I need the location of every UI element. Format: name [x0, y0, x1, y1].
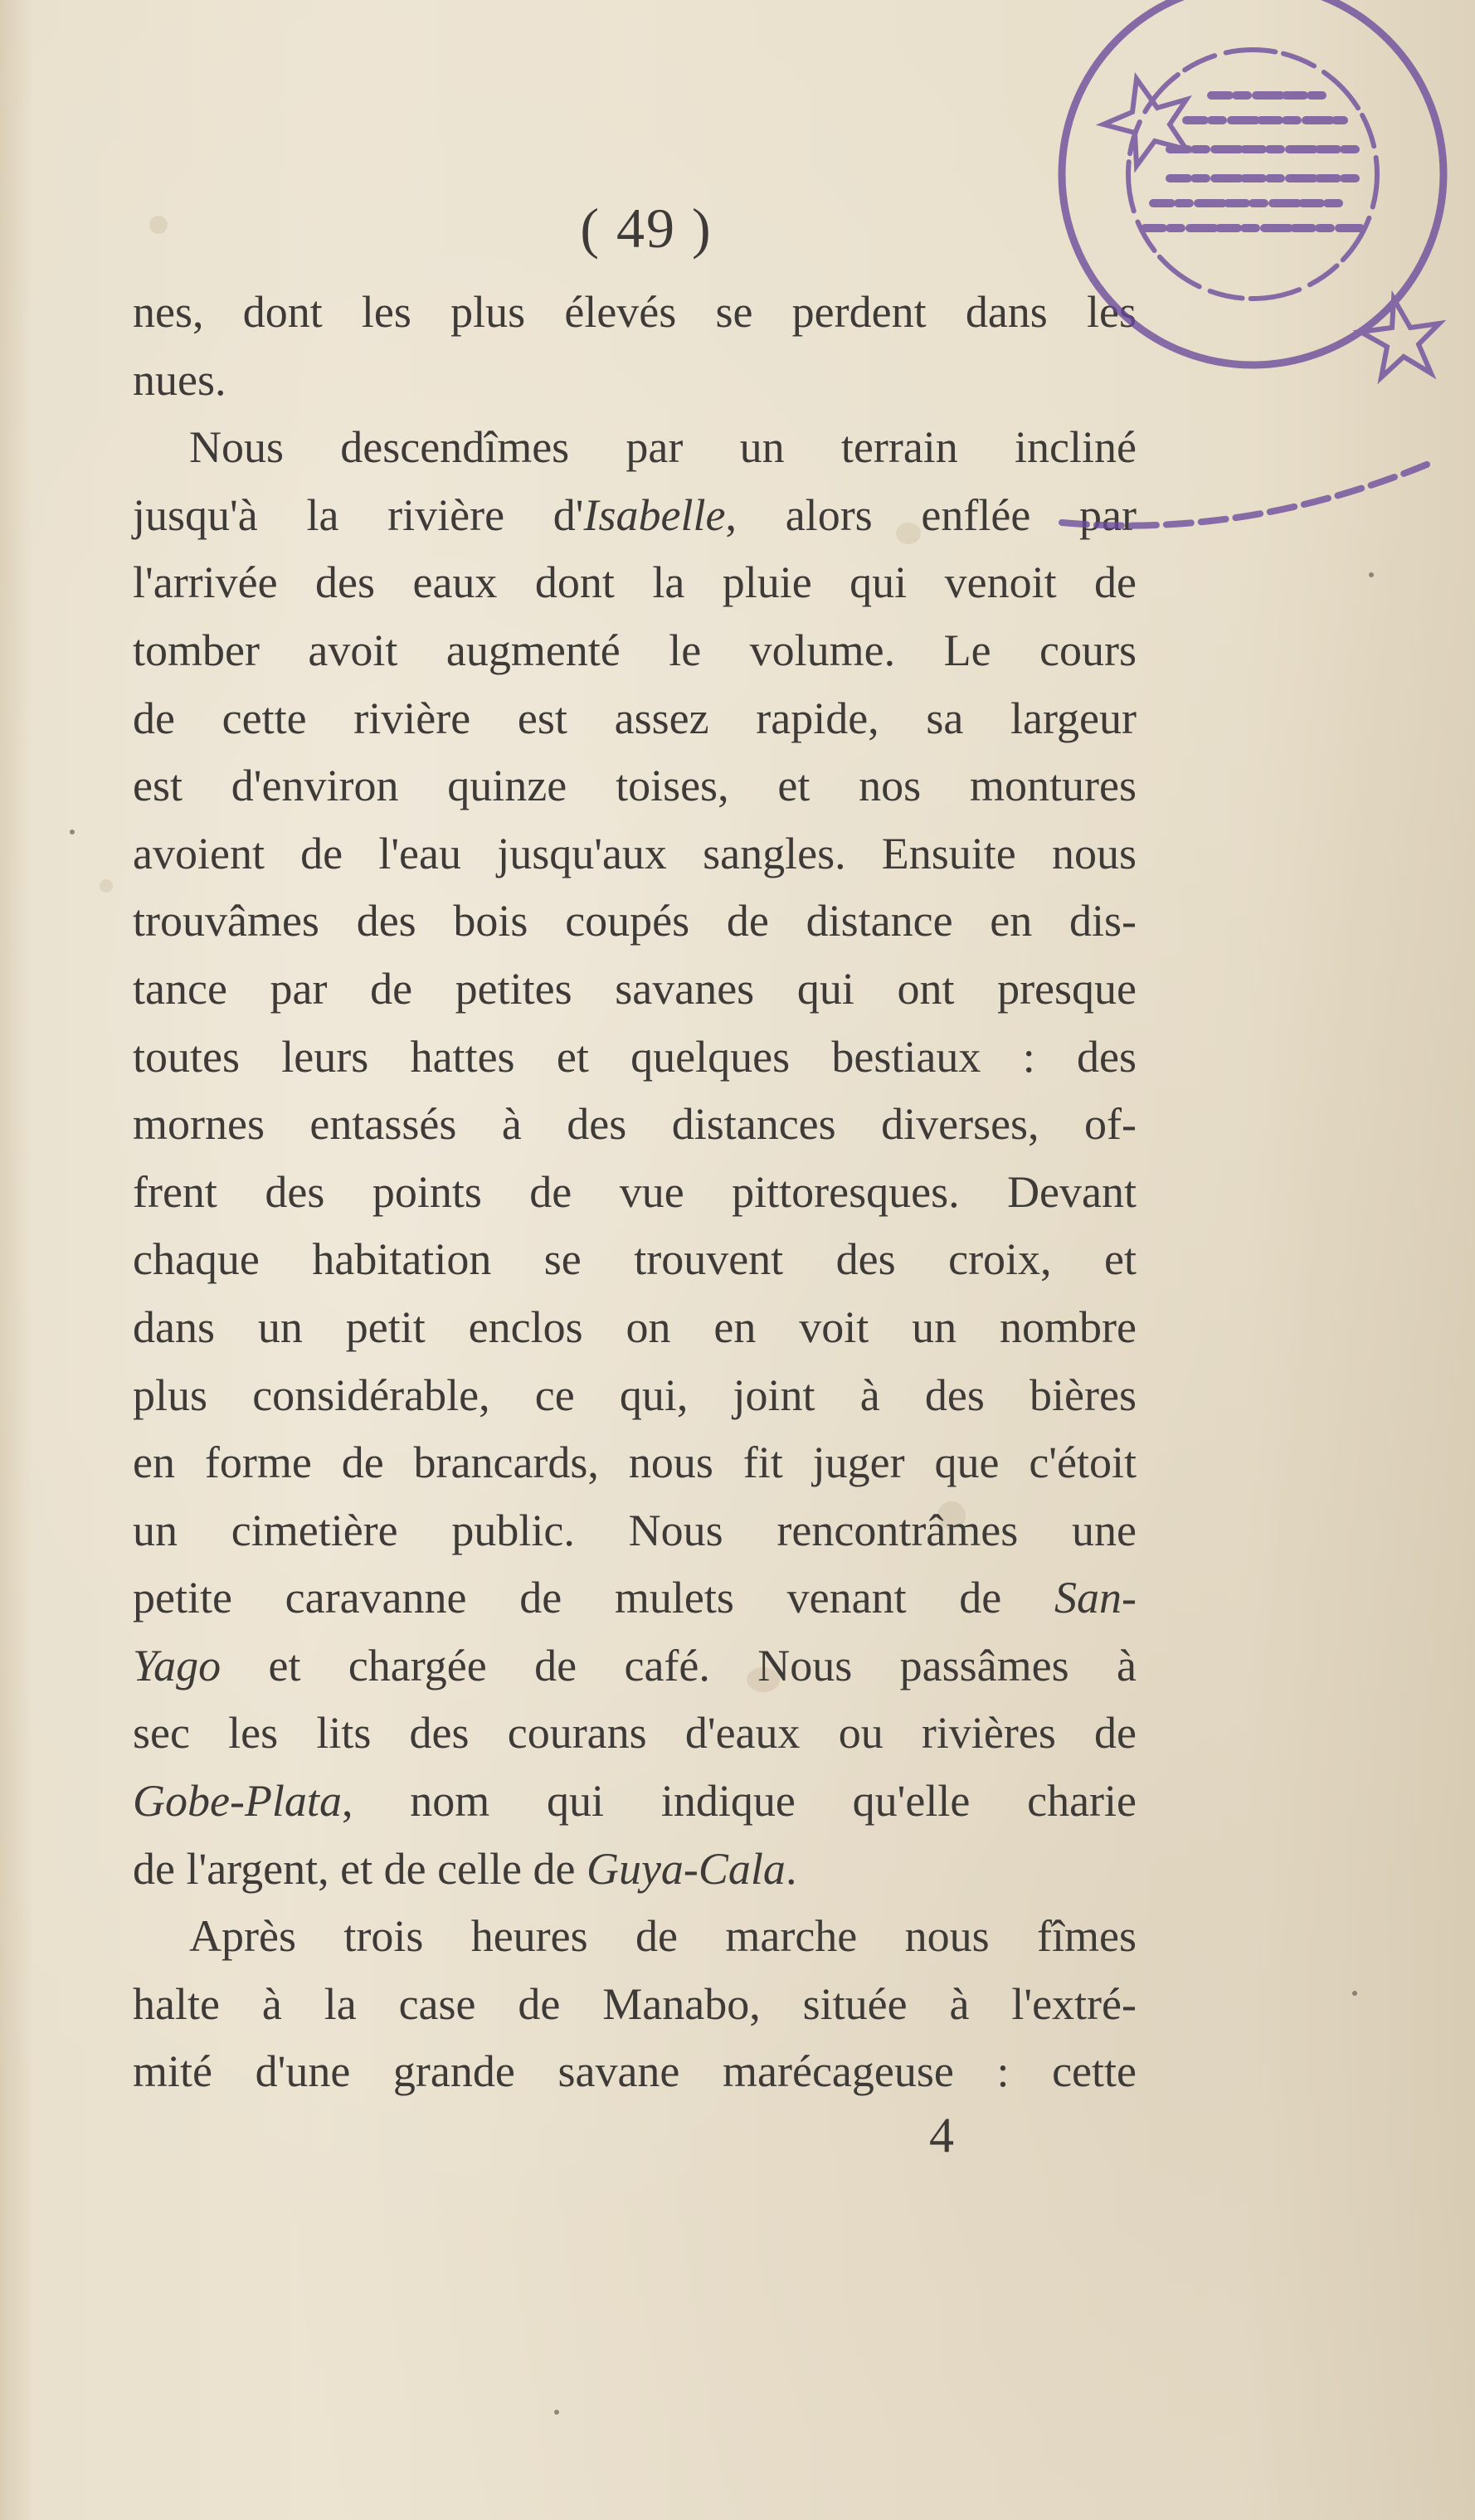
- text-line: Gobe-Plata, nom qui indique qu'elle charie: [133, 1776, 1137, 1827]
- text-line: frent des points de vue pittoresques. Devant: [133, 1166, 1137, 1217]
- signature-mark: 4: [929, 2108, 954, 2162]
- library-stamp: [896, 0, 1468, 572]
- text-line: tance par de petites savanes qui ont presque: [133, 963, 1137, 1014]
- text-line: de cette rivière est assez rapide, sa largeur: [133, 693, 1137, 743]
- foxing-spot: [100, 879, 113, 893]
- text-line: l'arrivée des eaux dont la pluie qui venoit de: [133, 557, 1137, 608]
- text-line: tomber avoit augmenté le volume. Le cours: [133, 625, 1137, 675]
- stamp-star: [1361, 299, 1439, 377]
- text-line: trouvâmes des bois coupés de distance en dis-: [133, 896, 1137, 946]
- text-line: halte à la case de Manabo, située à l'extré-: [133, 1978, 1137, 2029]
- text-line: nes, dont les plus élevés se perdent dans les: [133, 287, 1137, 337]
- margin-speck: [1352, 1991, 1357, 1996]
- text-line: un cimetière public. Nous rencontrâmes une: [133, 1505, 1137, 1555]
- text-line: Nous descendîmes par un terrain incliné: [189, 422, 1137, 473]
- text-line: mité d'une grande savane marécageuse : cette: [133, 2046, 1137, 2097]
- page-number: ( 49 ): [580, 197, 713, 260]
- text-line: jusqu'à la rivière d'Isabelle, alors enflée par: [133, 489, 1137, 540]
- text-line: de l'argent, et de celle de Guya-Cala.: [133, 1843, 797, 1894]
- text-line: toutes leurs hattes et quelques bestiaux : des: [133, 1031, 1137, 1082]
- text-line: est d'environ quinze toises, et nos montures: [133, 761, 1137, 811]
- text-line: chaque habitation se trouvent des croix, et: [133, 1234, 1137, 1285]
- text-line: plus considérable, ce qui, joint à des bières: [133, 1369, 1137, 1420]
- stamp-smear: [1062, 465, 1427, 526]
- margin-speck: [1369, 572, 1374, 577]
- text-line: petite caravanne de mulets venant de San-: [133, 1573, 1137, 1623]
- text-line: dans un petit enclos on en voit un nombre: [133, 1301, 1137, 1352]
- margin-speck: [554, 2410, 559, 2415]
- margin-speck: [70, 829, 75, 834]
- text-line: nues.: [133, 354, 226, 405]
- text-line: sec les lits des courans d'eaux ou rivières de: [133, 1708, 1137, 1759]
- text-line: Yago et chargée de café. Nous passâmes à: [133, 1640, 1137, 1691]
- text-line: mornes entassés à des distances diverses, of-: [133, 1099, 1137, 1150]
- text-line: avoient de l'eau jusqu'aux sangles. Ensuite nous: [133, 828, 1137, 878]
- text-line: en forme de brancards, nous fit juger que c'étoit: [133, 1438, 1137, 1488]
- text-line: Après trois heures de marche nous fîmes: [189, 1911, 1137, 1962]
